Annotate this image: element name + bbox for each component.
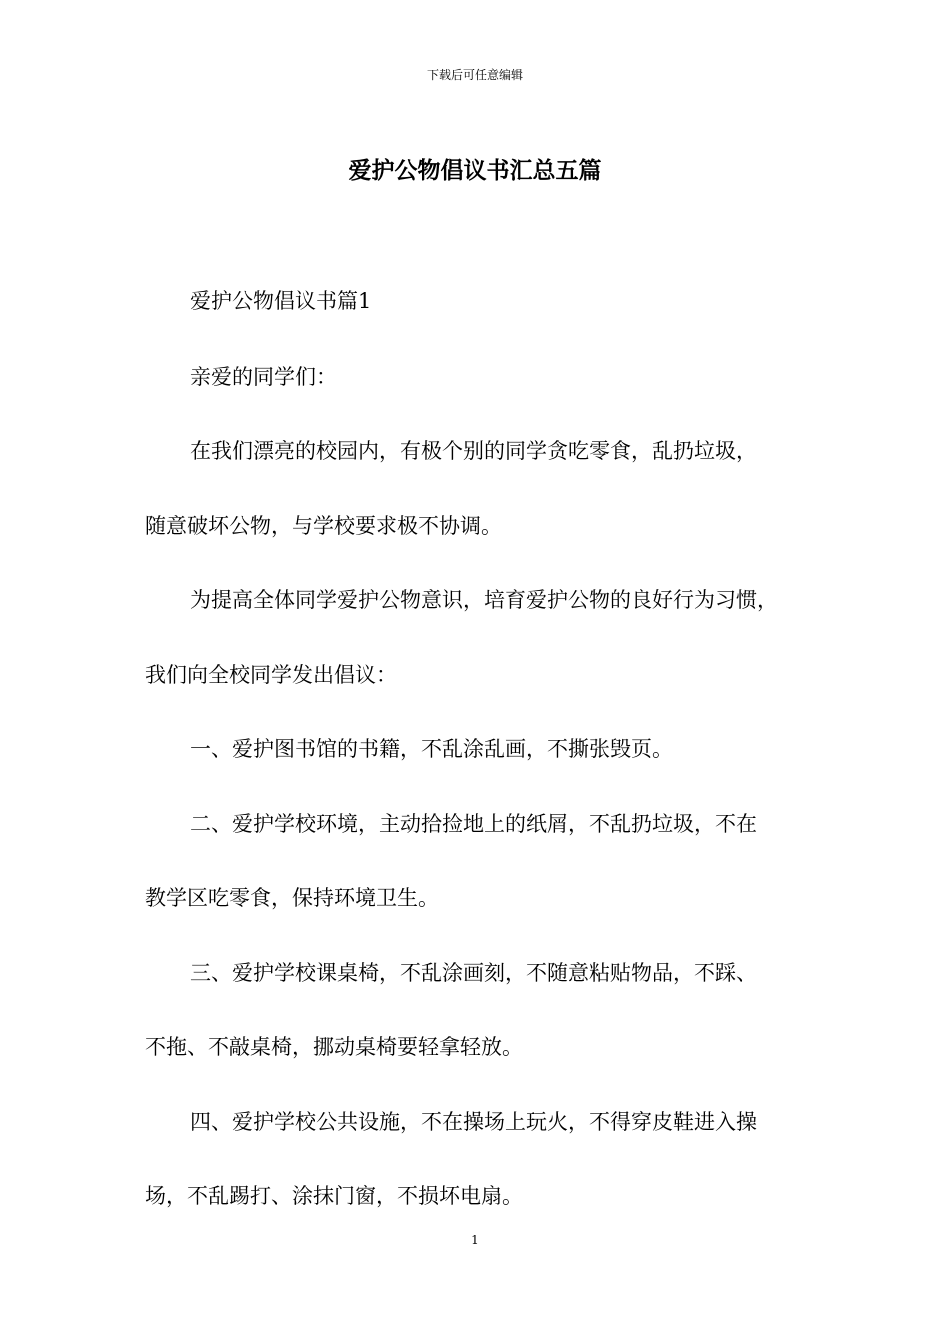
page-number: 1 <box>471 1233 479 1247</box>
list-item-continuation: 教学区吃零食，保持环境卫生。 <box>145 886 439 910</box>
paragraph-line: 随意破坏公物，与学校要求极不协调。 <box>145 514 502 538</box>
list-item: 一、爱护图书馆的书籍，不乱涂乱画，不撕张毁页。 <box>190 737 673 761</box>
salutation: 亲爱的同学们： <box>190 365 337 389</box>
section-heading: 爱护公物倡议书篇1 <box>190 289 372 313</box>
document-title: 爱护公物倡议书汇总五篇 <box>348 157 602 184</box>
paragraph-line: 在我们漂亮的校园内，有极个别的同学贪吃零食，乱扔垃圾， <box>190 439 757 463</box>
paragraph-line: 为提高全体同学爱护公物意识，培育爱护公物的良好行为习惯， <box>190 588 778 612</box>
list-item-continuation: 场，不乱踢打、涂抹门窗，不损坏电扇。 <box>145 1184 523 1208</box>
header-note: 下载后可任意编辑 <box>426 68 523 82</box>
list-item: 四、爱护学校公共设施，不在操场上玩火，不得穿皮鞋进入操 <box>190 1110 757 1134</box>
list-item-continuation: 不拖、不敲桌椅，挪动桌椅要轻拿轻放。 <box>145 1035 523 1059</box>
list-item: 二、爱护学校环境，主动拾捡地上的纸屑，不乱扔垃圾，不在 <box>190 812 757 836</box>
paragraph-line: 我们向全校同学发出倡议： <box>145 663 397 687</box>
list-item: 三、爱护学校课桌椅，不乱涂画刻，不随意粘贴物品，不踩、 <box>190 961 757 985</box>
